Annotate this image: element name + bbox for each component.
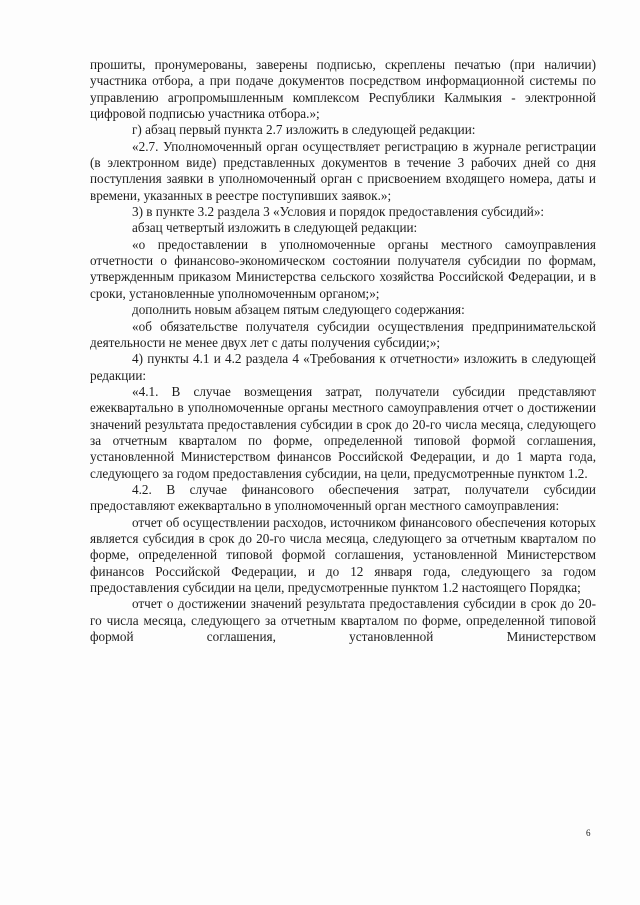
paragraph-7: дополнить новым абзацем пятым следующего содержания: [132,302,465,318]
paragraph-5: абзац четвертый изложить в следующей редакции: [132,220,418,236]
document-body [90,57,596,645]
page-number: 6 [586,828,591,838]
paragraph-10: «4.1. В случае возмещения затрат, получатели субсидии представляют ежеквартально в уполномоченные органы местного самоуправления отчет о достижении значений результата предоставления субсидии в срок до 20-го числа месяца, следующего за отчетным кварталом по форме, определенной типовой формой соглашения, установленной Министерством финансов Российской Федерации, и до 1 марта года, следующего за годом предоставления субсидии, на цели, предусмотренные пунктом 1.2. [90,383,596,481]
paragraph-3: «2.7. Уполномоченный орган осуществляет регистрацию в журнале регистрации (в электронном виде) представленных документов в течение 3 рабочих дней со дня поступления заявки в уполномоченный орган с присвоением входящего номера, даты и времени, указанных в реестре поступивших заявок.»; [90,138,596,203]
paragraph-8: «об обязательстве получателя субсидии осуществления предпринимательской деятельности не менее двух лет с даты получения субсидии;»; [90,318,596,350]
paragraph-12: отчет об осуществлении расходов, источником финансового обеспечения которых является субсидия в срок до 20-го числа месяца, следующего за отчетным кварталом по форме, определенной типовой формой соглашения, установленной Министерством финансов Российской Федерации, и до 12 января года, следующего за годом предоставления субсидии на цели, предусмотренные пунктом 1.2 настоящего Порядка; [90,514,596,595]
paragraph-13: отчет о достижении значений результата предоставления субсидии в срок до 20-го числа месяца, следующего за отчетным кварталом по форме, определенной типовой формой соглашения, установленной Министерством [90,596,596,645]
paragraph-9: 4) пункты 4.1 и 4.2 раздела 4 «Требования к отчетности» изложить в следующей редакции: [90,351,596,383]
paragraph-4: 3) в пункте 3.2 раздела 3 «Условия и порядок предоставления субсидий»: [132,204,545,220]
paragraph-1: прошиты, пронумерованы, заверены подписью, скреплены печатью (при наличии) участника отбора, а при подаче документов посредством информационной системы по управлению агропромышленным комплексом Республики Калмыкия - электронной цифровой подписью участника отбора.»; [90,57,596,122]
paragraph-6: «о предоставлении в уполномоченные органы местного самоуправления отчетности о финансово-экономическом состоянии получателя субсидии по формам, утвержденным приказом Министерства сельского хозяйства Российской Федерации, и в сроки, установленные уполномоченным органом;»; [90,236,596,301]
paragraph-2: г) абзац первый пункта 2.7 изложить в следующей редакции: [132,122,476,138]
paragraph-11: 4.2. В случае финансового обеспечения затрат, получатели субсидии предоставляют ежеквартально в уполномоченный орган местного самоуправления: [90,481,596,514]
